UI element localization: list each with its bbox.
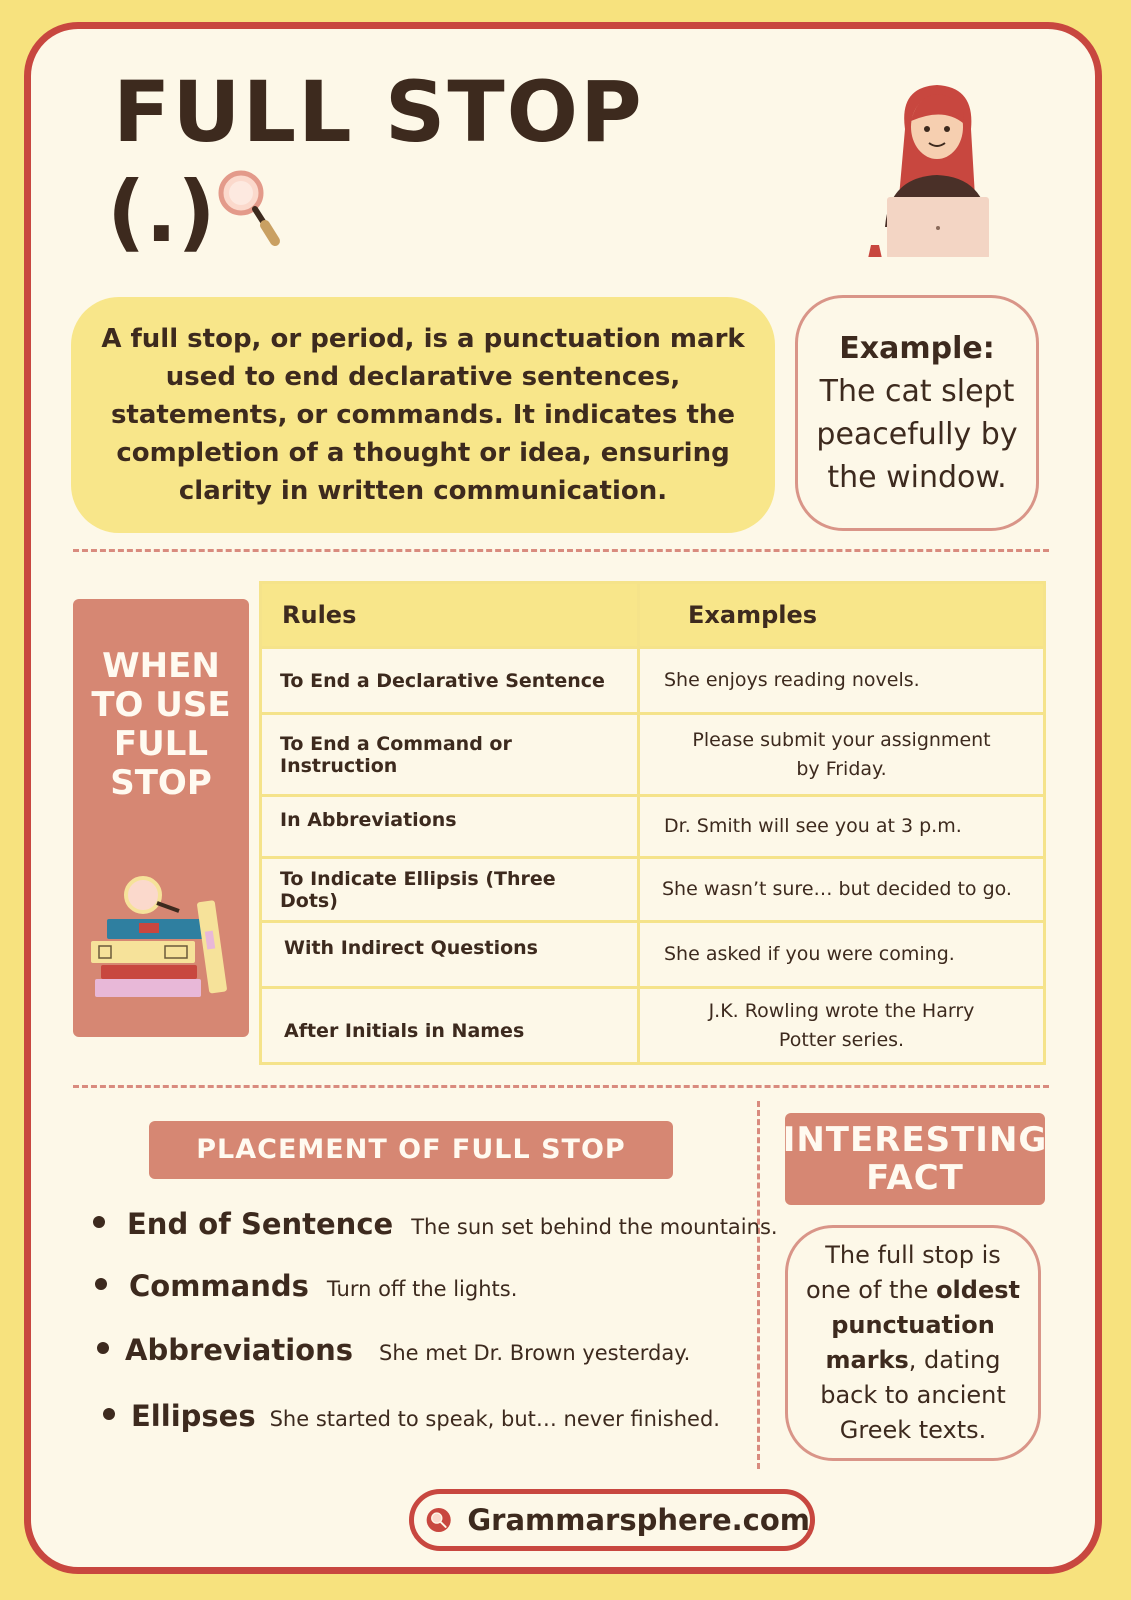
rule-cell: To End a Command or Instruction: [261, 714, 639, 796]
rule-cell: To Indicate Ellipsis (Three Dots): [261, 858, 639, 922]
list-item: Abbreviations She met Dr. Brown yesterday.: [97, 1333, 690, 1367]
when-to-use-heading: WHEN TO USE FULL STOP: [91, 646, 231, 803]
divider: [73, 549, 1049, 552]
column-header-examples: Examples: [639, 583, 1045, 648]
footer-magnifier-icon: [426, 1500, 451, 1540]
infographic-card: [24, 22, 1102, 1574]
woman-laptop-illustration: [839, 77, 1019, 257]
rule-cell: With Indirect Questions: [261, 922, 639, 988]
table-row: [261, 648, 1045, 714]
table-row: [261, 922, 1045, 988]
list-item: End of Sentence The sun set behind the mountains.: [93, 1207, 778, 1241]
placement-heading: PLACEMENT OF FULL STOP: [149, 1121, 673, 1179]
list-item: Ellipses She started to speak, but… never finished.: [103, 1399, 720, 1433]
table-row: [261, 796, 1045, 858]
bullet: [95, 1278, 107, 1290]
footer-site-name: Grammarsphere.com: [467, 1503, 810, 1537]
when-to-use-panel: [73, 599, 249, 1037]
example-cell: She asked if you were coming.: [639, 922, 1045, 988]
footer-link[interactable]: [409, 1489, 815, 1551]
rule-cell: In Abbreviations: [261, 796, 639, 858]
books-illustration: [81, 871, 241, 1001]
full-stop-symbol: (.): [107, 163, 216, 261]
interesting-fact-box: The full stop is one of the oldest punctuation marks, dating back to ancient Greek texts.: [785, 1225, 1041, 1461]
vertical-divider: [757, 1101, 760, 1469]
example-text: The cat slept peacefully by the window.: [816, 374, 1018, 495]
list-item: Commands Turn off the lights.: [95, 1269, 517, 1303]
page-title: FULL STOP: [113, 63, 644, 161]
rules-table: [259, 581, 1046, 1065]
table-row: [261, 988, 1045, 1064]
table-row: [261, 858, 1045, 922]
example-cell: Dr. Smith will see you at 3 p.m.: [639, 796, 1045, 858]
example-cell: Please submit your assignment by Friday.: [639, 714, 1045, 796]
example-box: [795, 295, 1039, 531]
example-cell: J.K. Rowling wrote the Harry Potter series.: [639, 988, 1045, 1064]
rule-cell: After Initials in Names: [261, 988, 639, 1064]
column-header-rules: Rules: [261, 583, 639, 648]
table-row: [261, 714, 1045, 796]
example-cell: She wasn’t sure… but decided to go.: [639, 858, 1045, 922]
magnifier-icon: [213, 169, 283, 249]
example-cell: She enjoys reading novels.: [639, 648, 1045, 714]
bullet: [103, 1408, 115, 1420]
bullet: [97, 1342, 109, 1354]
table-header-row: [261, 583, 1045, 648]
bullet: [93, 1216, 105, 1228]
example-label: Example:: [839, 331, 995, 366]
divider: [73, 1085, 1049, 1088]
interesting-fact-heading: INTERESTING FACT: [785, 1113, 1045, 1205]
definition-box: A full stop, or period, is a punctuation mark used to end declarative sentences, statements, or commands. It indicates the completion of a thought or idea, ensuring clarity in written communication.: [71, 297, 775, 533]
rule-cell: To End a Declarative Sentence: [261, 648, 639, 714]
